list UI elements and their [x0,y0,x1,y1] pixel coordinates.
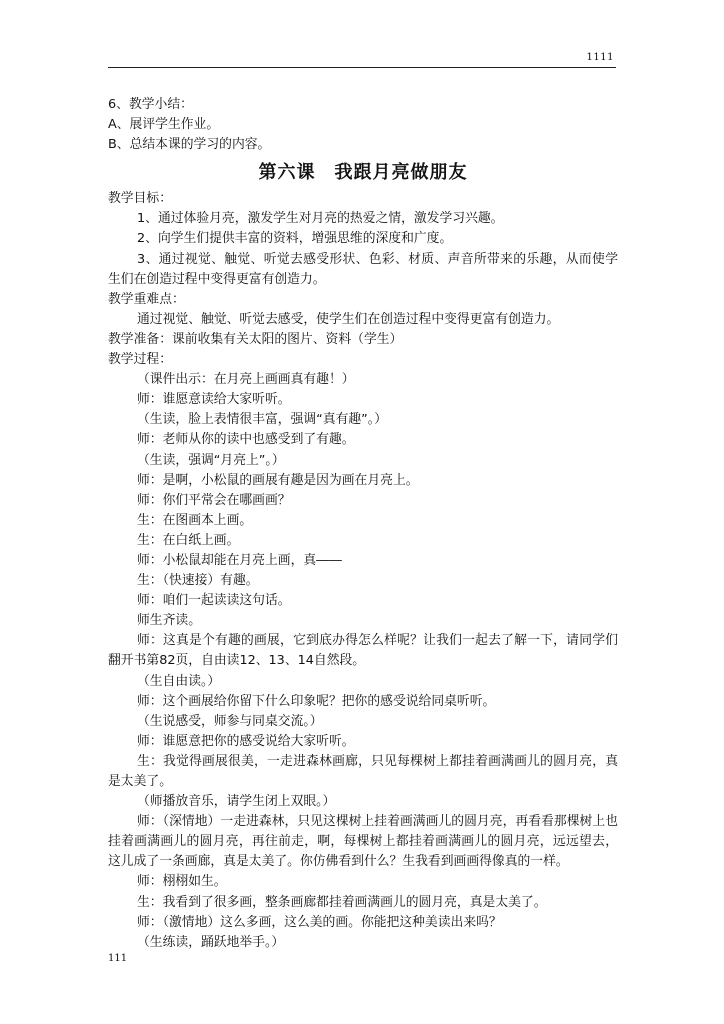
process-heading: 教学过程： [108,352,172,368]
process-line: 师生齐读。 [137,613,201,629]
lesson-title: 第六课 我跟月亮做朋友 [258,162,468,184]
process-line: 师：小松鼠却能在月亮上画，真―― [137,552,342,568]
process-paragraph: 生：我觉得画展很美，一走进森林画廊，只见每棵树上都挂着画满画儿的圆月亮，真是太美了。 [108,753,618,789]
key-points-heading: 教学重难点： [108,291,185,307]
process-line: 师：是啊，小松鼠的画展有趣是因为画在月亮上。 [137,472,419,488]
document-body [108,95,618,953]
summary-heading: 6、教学小结： [108,97,193,112]
process-line: （课件出示：在月亮上画画真有趣！） [137,372,355,388]
goals-heading: 教学目标： [108,191,172,207]
process-paragraph: 师：这真是个有趣的画展，它到底办得怎么样呢？让我们一起去了解一下，请同学们翻开书第82页，自由读12、13、14自然段。 [108,633,618,669]
process-line: 师：咱们一起读读这句话。 [137,593,291,609]
process-line: （生练读，踊跃地举手。） [137,934,285,950]
goal-item-1: 1、通过体验月亮，激发学生对月亮的热爱之情，激发学习兴趣。 [137,211,504,227]
goal-item-2: 2、向学生们提供丰富的资料，增强思维的深度和广度。 [137,231,453,247]
process-line: 师：这个画展给你留下什么印象呢？把你的感受说给同桌听听。 [137,693,496,709]
process-line: （生说感受，师参与同桌交流。） [137,713,323,729]
summary-item-b: B、总结本课的学习的内容。 [108,137,271,153]
goal-item-3: 3、通过视觉、触觉、听觉去感受形状、色彩、材质、声音所带来的乐趣，从而使学生们在创造过程中变得更富有创造力。 [108,251,618,287]
process-line: 师：栩栩如生。 [137,874,227,890]
preparation-line: 教学准备：课前收集有关太阳的图片、资料（学生） [108,331,403,347]
process-line: （生自由读。） [137,673,221,689]
process-paragraph: 师：（深情地）一走进森林，只见这棵树上挂着画满画儿的圆月亮，再看看那棵树上也挂着画满画儿的圆月亮，再往前走，啊，每棵树上都挂着画满画儿的圆月亮，远远望去，这儿成了一条画廊，真是太美了。你仿佛看到什么？生我看到画画得像真的一样。 [108,814,618,870]
process-line: 师：（激情地）这么多画，这么美的画。你能把这种美读出来吗？ [137,914,502,930]
process-line: 生：（快速接）有趣。 [137,573,259,589]
process-line: 师：谁愿意把你的感受说给大家听听。 [137,733,355,749]
process-line: （生读，强调“月亮上”。） [137,452,285,468]
process-line: 生：在图画本上画。 [137,512,253,528]
process-line: 师：谁愿意读给大家听听。 [137,392,291,408]
process-line: （师播放音乐，请学生闭上双眼。） [137,794,336,810]
header-page-code: 1111 [586,52,614,63]
process-line: 生：我看到了很多画，整条画廊都挂着画满画儿的圆月亮，真是太美了。 [137,894,547,910]
process-line: 师：老师从你的读中也感受到了有趣。 [137,432,355,448]
process-line: （生读，脸上表情很丰富，强调“真有趣”。） [137,412,387,428]
process-line: 生：在白纸上画。 [137,532,240,548]
footer-page-code: 111 [108,953,128,964]
summary-item-a: A、展评学生作业。 [108,117,220,133]
process-line: 师：你们平常会在哪画画？ [137,492,291,508]
key-points-text: 通过视觉、触觉、听觉去感受，使学生们在创造过程中变得更富有创造力。 [137,311,560,327]
header-rule [108,67,616,68]
